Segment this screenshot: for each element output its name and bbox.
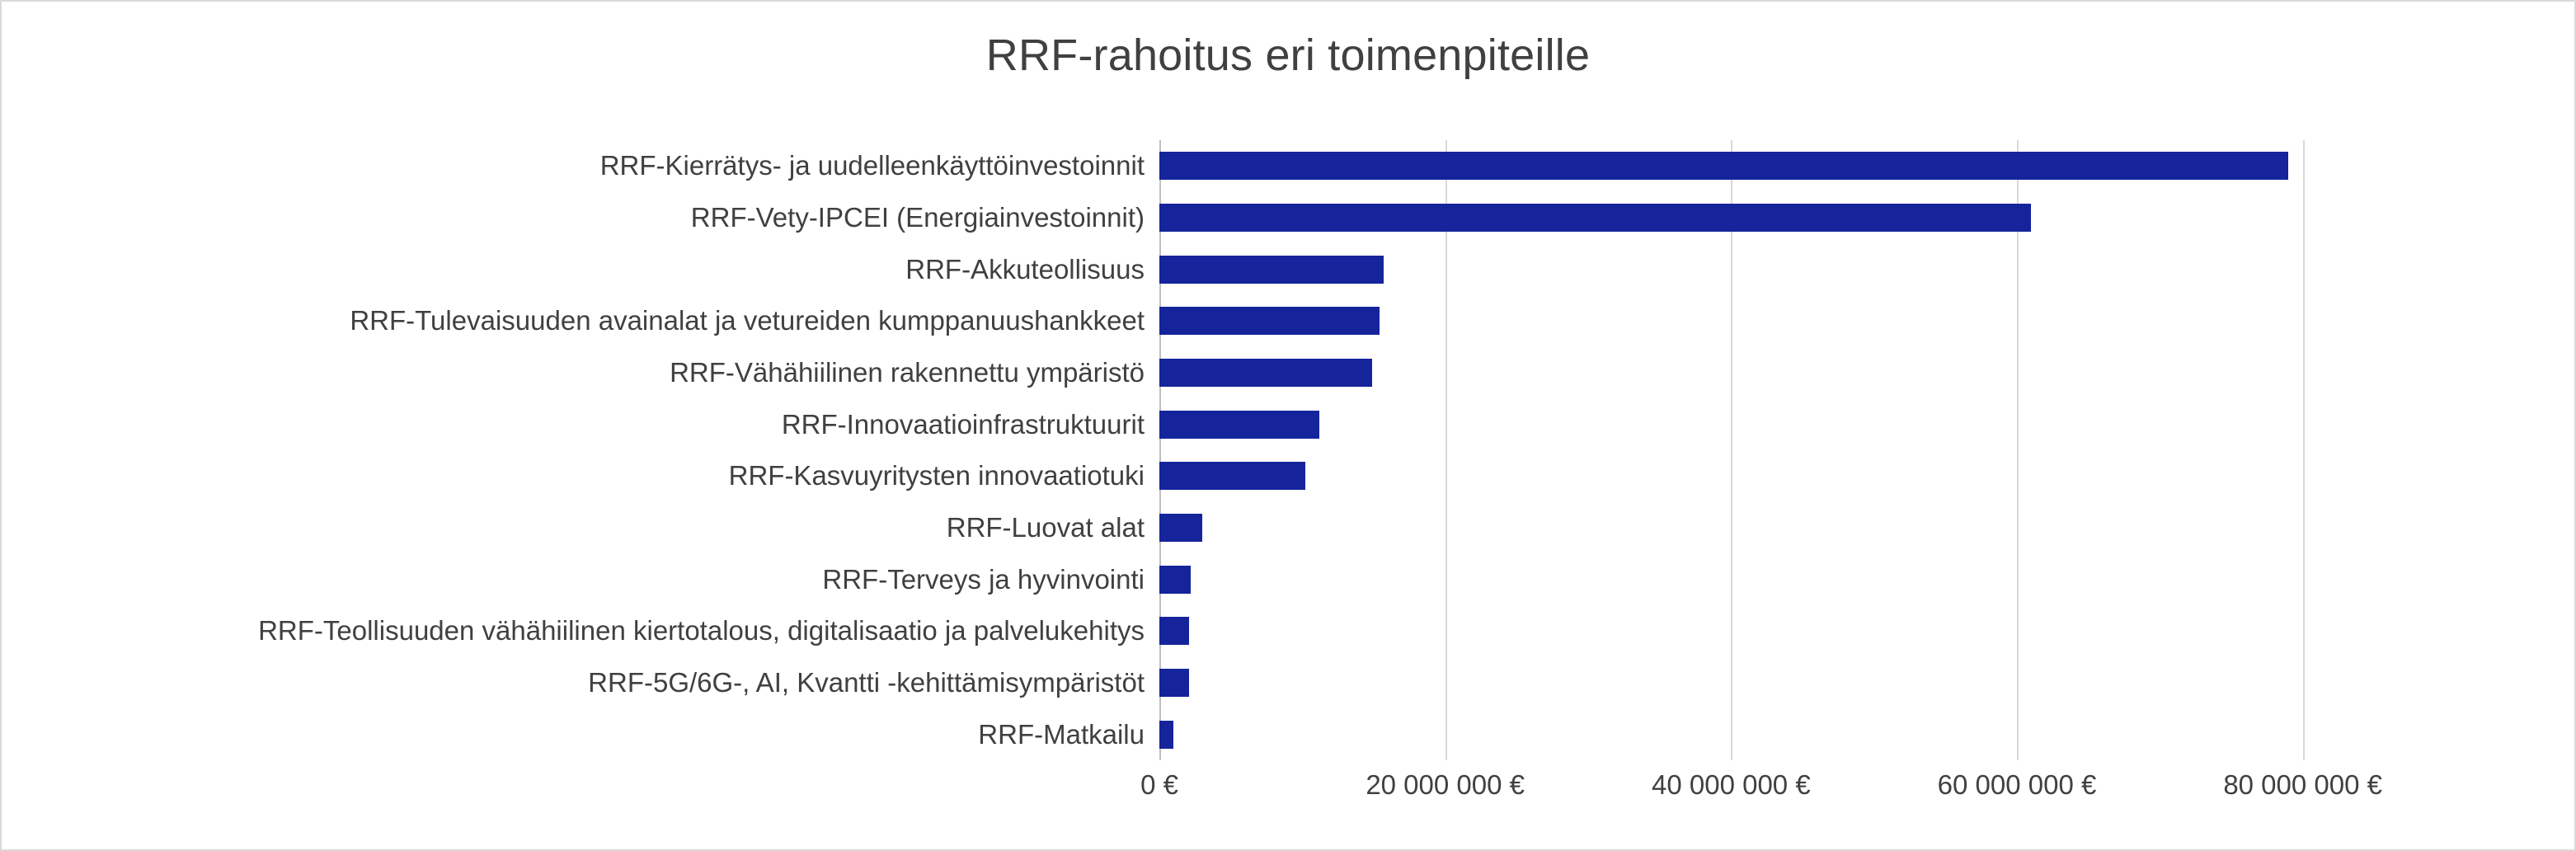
bar: [1159, 669, 1189, 697]
chart-title: RRF-rahoitus eri toimenpiteille: [985, 31, 1591, 80]
x-tick-label: 80 000 000 €: [2223, 769, 2382, 800]
bar: [1159, 256, 1384, 284]
bar: [1159, 514, 1202, 542]
bar-row: [588, 657, 2446, 709]
bar-row: [599, 140, 2446, 192]
category-label: RRF-Teollisuuden vähähiilinen kiertotalous, digitalisaatio ja palvelukehitys: [258, 615, 1145, 646]
bar-row: [822, 553, 2446, 605]
category-label: RRF-Kasvuyritysten innovaatiotuki: [728, 460, 1145, 491]
category-label: RRF-5G/6G-, AI, Kvantti -kehittämisympäristöt: [588, 666, 1145, 698]
bar: [1159, 566, 1191, 594]
category-label: RRF-Tulevaisuuden avainalat ja vetureiden kumppanuushankkeet: [350, 305, 1145, 336]
bar: [1159, 307, 1380, 335]
category-label: RRF-Kierrätys- ja uudelleenkäyttöinvestoinnit: [599, 150, 1145, 181]
bar: [1159, 411, 1319, 439]
bar-row: [350, 295, 2446, 347]
plot-area: [258, 140, 2446, 760]
x-tick-label: 60 000 000 €: [1937, 769, 2097, 800]
category-label: RRF-Vähähiilinen rakennettu ympäristö: [670, 356, 1145, 388]
bar: [1159, 359, 1372, 387]
bar-row: [728, 450, 2446, 502]
bar: [1159, 721, 1173, 749]
bar-row: [670, 347, 2446, 399]
category-label: RRF-Luovat alat: [946, 511, 1145, 543]
x-tick-label: 40 000 000 €: [1651, 769, 1811, 800]
category-label: RRF-Matkailu: [978, 718, 1145, 750]
x-tick-label: 20 000 000 €: [1366, 769, 1525, 800]
category-label: RRF-Innovaatioinfrastruktuurit: [781, 408, 1145, 440]
x-tick-label: 0 €: [1140, 769, 1178, 800]
bar: [1159, 462, 1305, 490]
bar: [1159, 617, 1189, 645]
bar-row: [978, 708, 2446, 760]
bar-row: [258, 605, 2446, 657]
bar: [1159, 152, 2288, 180]
bar-row: [905, 243, 2446, 295]
bar-row: [781, 398, 2446, 450]
bar: [1159, 204, 2031, 232]
bar-row: [946, 502, 2446, 554]
bar-row: [690, 192, 2446, 244]
bar-rows: [258, 140, 2446, 760]
category-label: RRF-Akkuteollisuus: [905, 253, 1145, 284]
category-label: RRF-Terveys ja hyvinvointi: [822, 563, 1145, 595]
category-label: RRF-Vety-IPCEI (Energiainvestoinnit): [690, 201, 1145, 233]
x-axis-tick-labels: [1140, 764, 2446, 814]
